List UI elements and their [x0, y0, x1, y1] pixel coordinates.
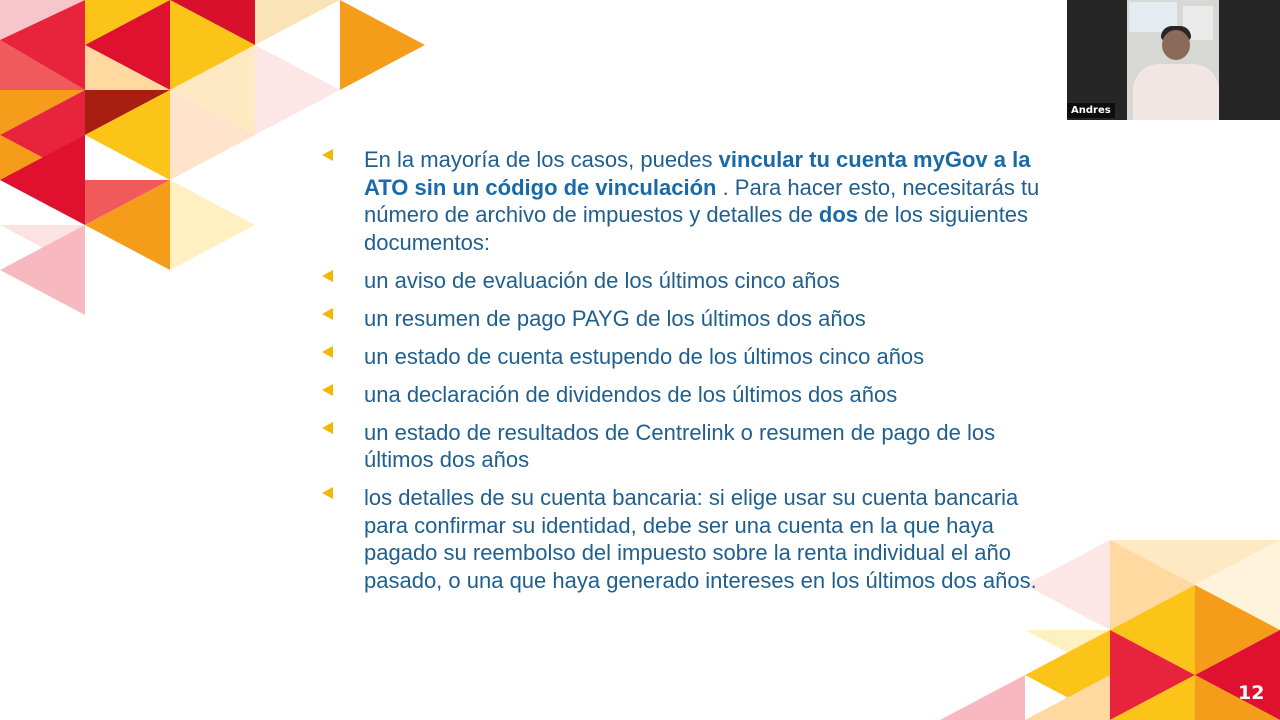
person-head: [1162, 30, 1190, 60]
bullet-list: [322, 146, 1042, 605]
bullet-bold-text: vincular tu cuenta myGov a la ATO sin un código de vinculación: [364, 147, 1031, 200]
bullet-text: En la mayoría de los casos, puedes: [364, 147, 719, 172]
bullet-bold-text: dos: [818, 202, 859, 227]
bullet-triangle-icon: [322, 487, 333, 499]
bullet-triangle-icon: [322, 308, 333, 320]
bullet-text: un estado de cuenta estupendo de los últimos cinco años: [364, 343, 925, 369]
participant-name-label: Andres: [1067, 103, 1115, 118]
bullet-text: de los siguientes documentos:: [364, 202, 1029, 255]
bullet-item: [322, 484, 1042, 594]
bullet-text: los detalles de su cuenta bancaria: si elige usar su cuenta bancaria para confirmar su identidad, debe ser una cuenta en la que haya pagado su reembolso del impuesto sobre la renta individual el año pasado, o una que haya generado intereses en los últimos dos años.: [364, 485, 1037, 593]
bullet-text: un estado de resultados de Centrelink o resumen de pago de los últimos dos años: [364, 419, 996, 472]
bullet-item: [322, 305, 1042, 333]
bullet-item: [322, 381, 1042, 409]
slide-page-number: 12: [1238, 682, 1265, 704]
bullet-item: [322, 343, 1042, 371]
person-torso: [1133, 64, 1219, 120]
webcam-feed: [1127, 0, 1219, 120]
bullet-triangle-icon: [322, 346, 333, 358]
bullet-text: . Para hacer esto, necesitarás tu número de archivo de impuestos y detalles de: [364, 174, 1040, 227]
bullet-item: [322, 419, 1042, 474]
bullet-text: una declaración de dividendos de los últimos dos años: [364, 381, 898, 407]
bullet-text: un aviso de evaluación de los últimos cinco años: [364, 267, 840, 293]
bullet-triangle-icon: [322, 149, 333, 161]
bullet-item: [322, 146, 1042, 256]
bullet-triangle-icon: [322, 270, 333, 282]
bullet-triangle-icon: [322, 422, 333, 434]
bullet-item: [322, 267, 1042, 295]
bullet-text: un resumen de pago PAYG de los últimos dos años: [364, 305, 866, 331]
bullet-triangle-icon: [322, 384, 333, 396]
video-tile[interactable]: [1067, 0, 1280, 120]
